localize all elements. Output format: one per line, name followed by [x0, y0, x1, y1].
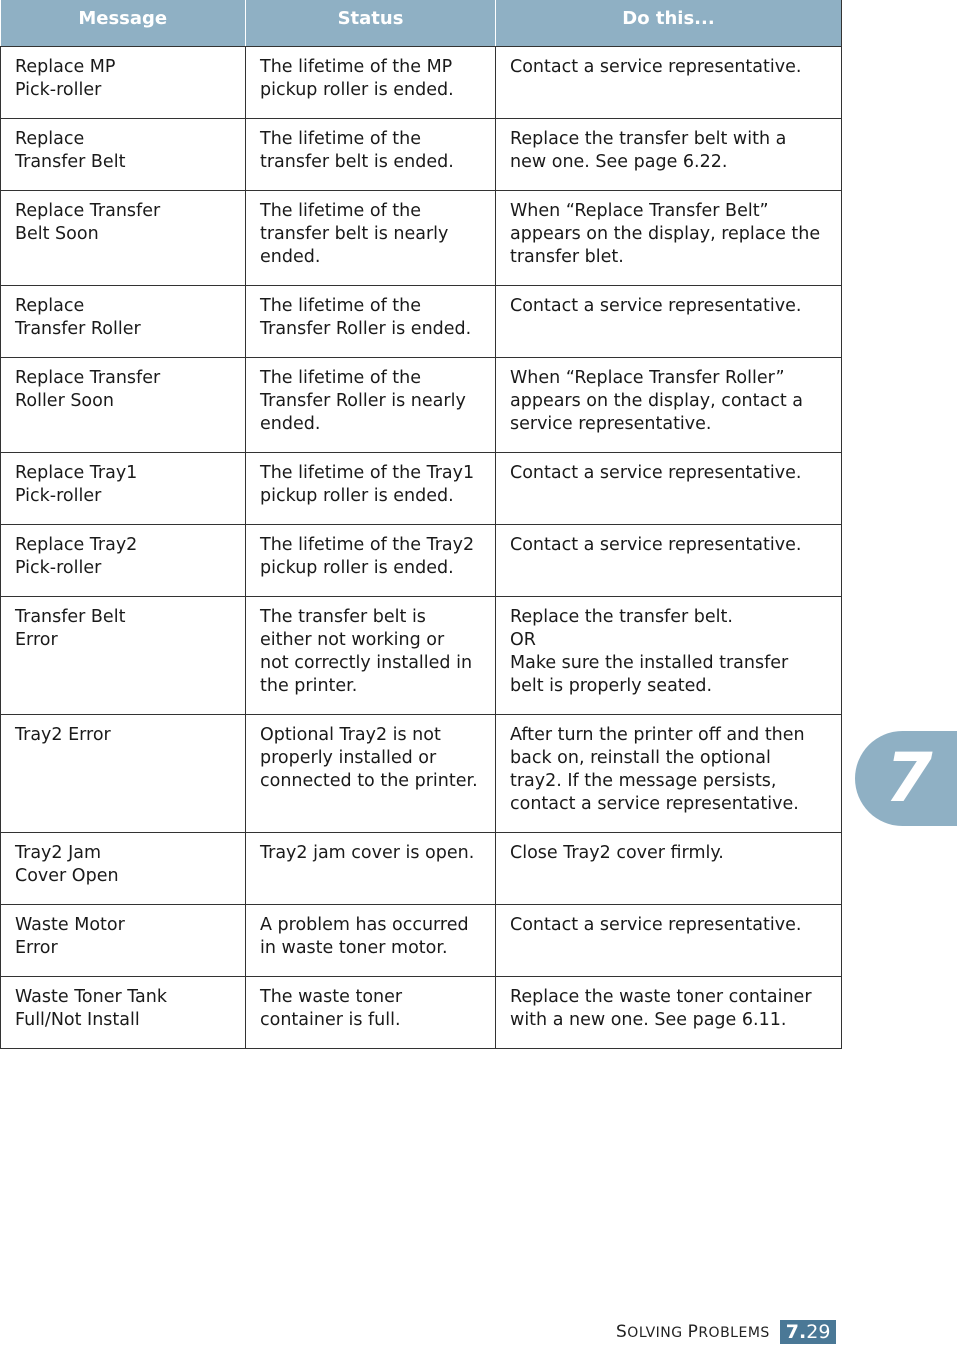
table-row	[1, 524, 842, 596]
cell-status-line: Optional Tray2 is not	[260, 724, 441, 745]
cell-action	[496, 452, 842, 524]
cell-message	[1, 832, 246, 904]
chapter-number: 7	[885, 738, 933, 818]
cell-status	[246, 832, 496, 904]
cell-status	[246, 976, 496, 1048]
cell-status	[246, 190, 496, 285]
cell-message	[1, 357, 246, 452]
cell-action-line: appears on the display, contact a	[510, 390, 803, 411]
cell-action-line: Contact a service representative.	[510, 534, 802, 555]
cell-message	[1, 904, 246, 976]
cell-status-line: The transfer belt is	[260, 606, 426, 627]
table-row	[1, 976, 842, 1048]
cell-message	[1, 452, 246, 524]
cell-action-line: service representative.	[510, 413, 712, 434]
table-row	[1, 832, 842, 904]
cell-status-line: The lifetime of the	[260, 128, 422, 149]
cell-message	[1, 190, 246, 285]
cell-message-line: Tray2 Jam	[15, 842, 102, 863]
cell-message-line: Error	[15, 937, 58, 958]
cell-message-line: Transfer Roller	[15, 318, 141, 339]
cell-message	[1, 976, 246, 1048]
cell-status-line: transfer belt is ended.	[260, 151, 454, 172]
cell-action	[496, 596, 842, 714]
cell-status	[246, 452, 496, 524]
cell-action	[496, 714, 842, 832]
cell-status-line: connected to the printer.	[260, 770, 478, 791]
cell-status-line: The lifetime of the Tray1	[260, 462, 475, 483]
cell-message-line: Cover Open	[15, 865, 119, 886]
table-row	[1, 357, 842, 452]
cell-message	[1, 118, 246, 190]
cell-message-line: Waste Toner Tank	[15, 986, 167, 1007]
cell-status-line: ended.	[260, 246, 321, 267]
cell-action	[496, 524, 842, 596]
cell-status-line: pickup roller is ended.	[260, 557, 454, 578]
table-body	[1, 46, 842, 1048]
footer-title-part: S	[616, 1322, 628, 1342]
cell-action-line: contact a service representative.	[510, 793, 799, 814]
cell-action	[496, 118, 842, 190]
cell-action-line: Contact a service representative.	[510, 295, 802, 316]
cell-message-line: Waste Motor	[15, 914, 125, 935]
cell-action-line: with a new one. See page 6.11.	[510, 1009, 787, 1030]
cell-status	[246, 904, 496, 976]
cell-action	[496, 832, 842, 904]
cell-status-line: The lifetime of the	[260, 367, 422, 388]
table-row	[1, 714, 842, 832]
cell-status	[246, 714, 496, 832]
cell-message-line: Tray2 Error	[15, 724, 111, 745]
header-message: Message	[1, 0, 246, 46]
cell-message-line: Replace MP	[15, 56, 116, 77]
cell-status-line: ended.	[260, 413, 321, 434]
table-row	[1, 596, 842, 714]
cell-status-line: the printer.	[260, 675, 358, 696]
cell-status	[246, 46, 496, 118]
cell-action-line: transfer blet.	[510, 246, 624, 267]
cell-action-line: Make sure the installed transfer	[510, 652, 789, 673]
cell-status-line: Transfer Roller is ended.	[260, 318, 472, 339]
cell-action-line: appears on the display, replace the	[510, 223, 821, 244]
cell-message	[1, 524, 246, 596]
cell-message-line: Pick-roller	[15, 485, 102, 506]
cell-status-line: A problem has occurred	[260, 914, 469, 935]
header-do-this: Do this...	[496, 0, 842, 46]
cell-status-line: either not working or	[260, 629, 445, 650]
cell-status-line: transfer belt is nearly	[260, 223, 449, 244]
footer-title-part: ROBLEMS	[698, 1325, 770, 1341]
cell-message-line: Pick-roller	[15, 79, 102, 100]
cell-message-line: Transfer Belt	[15, 606, 126, 627]
cell-message-line: Replace Transfer	[15, 200, 161, 221]
page-number-box	[780, 1320, 837, 1344]
cell-action-line: When “Replace Transfer Roller”	[510, 367, 785, 388]
cell-action	[496, 904, 842, 976]
footer-title-part: OLVING	[627, 1325, 688, 1341]
cell-message-line: Replace	[15, 295, 85, 316]
cell-message-line: Roller Soon	[15, 390, 114, 411]
cell-action-line: new one. See page 6.22.	[510, 151, 728, 172]
cell-action-line: Contact a service representative.	[510, 462, 802, 483]
cell-action-line: Contact a service representative.	[510, 56, 802, 77]
cell-status-line: pickup roller is ended.	[260, 485, 454, 506]
table-row	[1, 190, 842, 285]
cell-message	[1, 46, 246, 118]
cell-status	[246, 118, 496, 190]
table-row	[1, 452, 842, 524]
page-number: 29	[806, 1321, 831, 1343]
cell-status-line: The lifetime of the	[260, 200, 422, 221]
cell-status-line: pickup roller is ended.	[260, 79, 454, 100]
cell-action	[496, 357, 842, 452]
cell-status-line: not correctly installed in	[260, 652, 473, 673]
cell-action-line: back on, reinstall the optional	[510, 747, 771, 768]
page-chapter: 7.	[785, 1321, 807, 1343]
footer-section-title	[616, 1322, 770, 1342]
cell-status-line: Tray2 jam cover is open.	[260, 842, 475, 863]
cell-action-line: Contact a service representative.	[510, 914, 802, 935]
cell-action-line: tray2. If the message persists,	[510, 770, 777, 791]
header-status: Status	[246, 0, 496, 46]
cell-message-line: Transfer Belt	[15, 151, 126, 172]
chapter-tab	[855, 731, 957, 826]
cell-action-line: After turn the printer off and then	[510, 724, 805, 745]
cell-action-line: Replace the waste toner container	[510, 986, 812, 1007]
table-row	[1, 46, 842, 118]
cell-message	[1, 596, 246, 714]
cell-status-line: The lifetime of the MP	[260, 56, 453, 77]
cell-status-line: container is full.	[260, 1009, 401, 1030]
cell-message-line: Error	[15, 629, 58, 650]
cell-message	[1, 714, 246, 832]
footer-title-part: P	[687, 1322, 699, 1342]
cell-action-line: Replace the transfer belt with a	[510, 128, 787, 149]
cell-message	[1, 285, 246, 357]
cell-action	[496, 976, 842, 1048]
cell-action-line: Replace the transfer belt.	[510, 606, 733, 627]
cell-status-line: The lifetime of the Tray2	[260, 534, 475, 555]
cell-status-line: Transfer Roller is nearly	[260, 390, 466, 411]
cell-status-line: in waste toner motor.	[260, 937, 448, 958]
cell-action-line: When “Replace Transfer Belt”	[510, 200, 769, 221]
cell-action-line: OR	[510, 629, 536, 650]
cell-message-line: Belt Soon	[15, 223, 99, 244]
cell-action	[496, 285, 842, 357]
cell-status	[246, 357, 496, 452]
page-footer	[616, 1320, 836, 1344]
cell-action	[496, 46, 842, 118]
cell-status-line: properly installed or	[260, 747, 437, 768]
cell-action	[496, 190, 842, 285]
cell-action-line: Close Tray2 cover firmly.	[510, 842, 724, 863]
cell-status	[246, 285, 496, 357]
cell-message-line: Replace	[15, 128, 85, 149]
cell-status-line: The lifetime of the	[260, 295, 422, 316]
cell-status	[246, 596, 496, 714]
cell-status	[246, 524, 496, 596]
cell-message-line: Full/Not Install	[15, 1009, 140, 1030]
cell-message-line: Replace Tray1	[15, 462, 138, 483]
cell-action-line: belt is properly seated.	[510, 675, 713, 696]
table-row	[1, 904, 842, 976]
table-header	[1, 0, 842, 46]
cell-status-line: The waste toner	[260, 986, 403, 1007]
cell-message-line: Replace Tray2	[15, 534, 138, 555]
table-row	[1, 285, 842, 357]
cell-message-line: Pick-roller	[15, 557, 102, 578]
cell-message-line: Replace Transfer	[15, 367, 161, 388]
table-row	[1, 118, 842, 190]
